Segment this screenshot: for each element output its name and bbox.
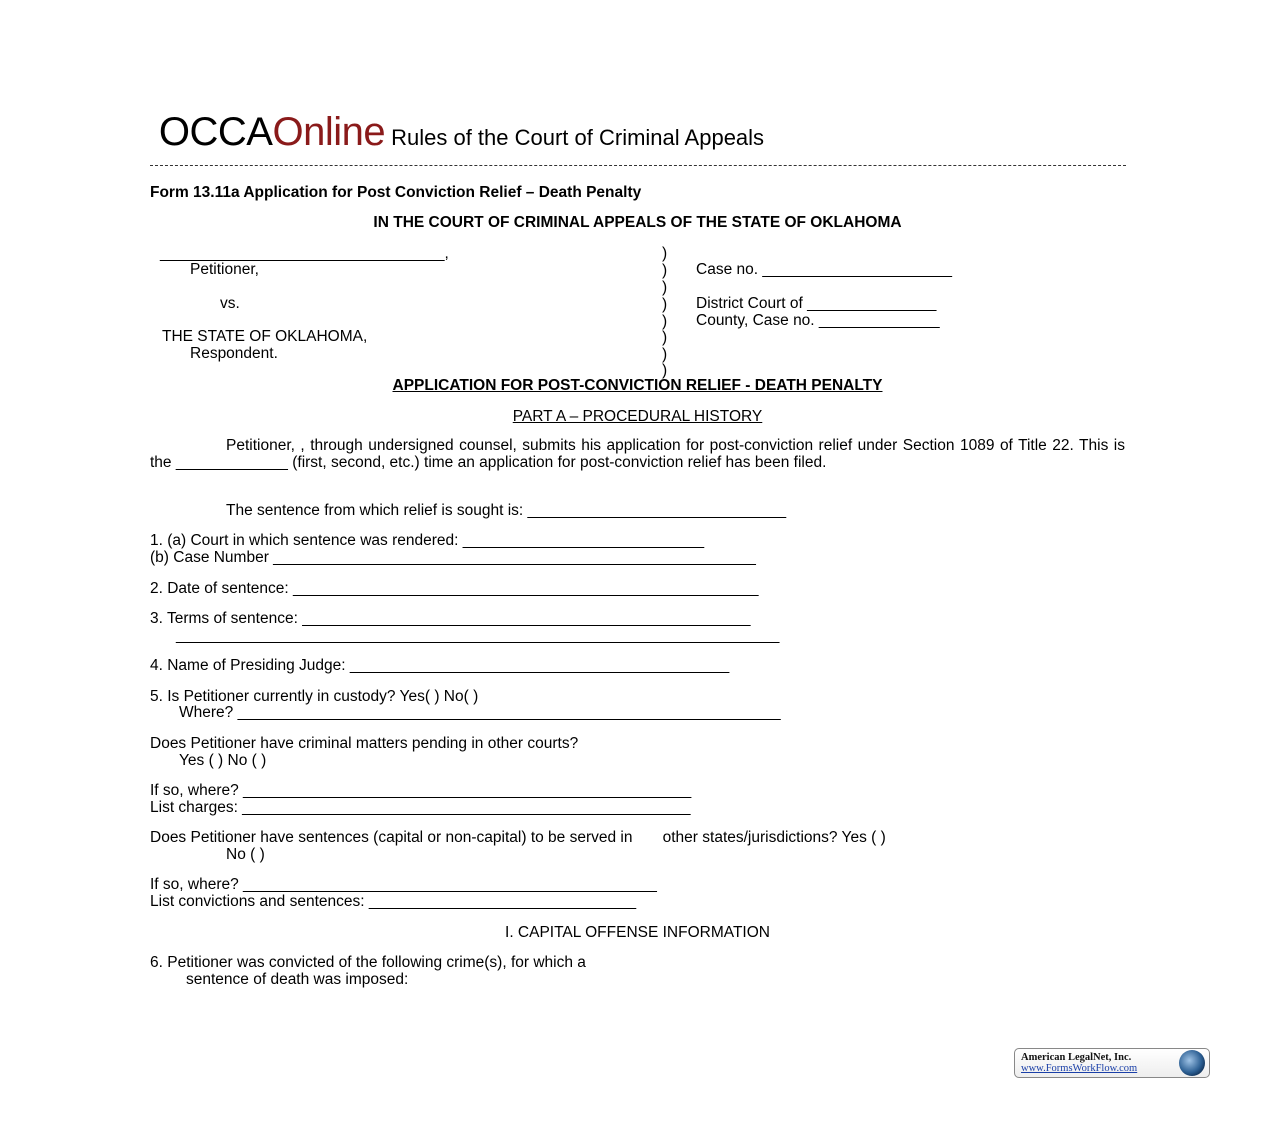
district-court-field[interactable]: District Court of _______________: [696, 295, 937, 312]
other-convictions[interactable]: List convictions and sentences: _______________________________: [150, 893, 637, 910]
question-6-line2: sentence of death was imposed:: [186, 971, 409, 988]
caption-paren: ): [662, 279, 668, 296]
caption-paren: ): [662, 262, 668, 279]
question-1a[interactable]: 1. (a) Court in which sentence was rendered: ____________________________: [150, 532, 705, 549]
other-sentences-question[interactable]: Does Petitioner have sentences (capital or non-capital) to be served in other states/jurisdictions? Yes ( ): [150, 829, 886, 846]
question-3-continued[interactable]: ______________________________________________________________________: [176, 627, 780, 644]
caption-paren: ): [662, 362, 668, 379]
caption-paren: ): [662, 346, 668, 363]
pending-where[interactable]: If so, where? ____________________________________________________: [150, 782, 692, 799]
petitioner-name-blank[interactable]: _________________________________,: [160, 245, 449, 262]
intro-paragraph: Petitioner, , through undersigned counsel, submits his application for post-conviction relief under Section 1089 of Title 22. This is the _____________ (first, second, etc.) time an application for post-conviction relief has been filed.: [150, 437, 1125, 471]
question-5[interactable]: 5. Is Petitioner currently in custody? Yes( ) No( ): [150, 688, 479, 705]
question-3[interactable]: 3. Terms of sentence: ____________________________________________________: [150, 610, 751, 627]
pending-yes-no[interactable]: Yes ( ) No ( ): [179, 752, 267, 769]
county-case-field[interactable]: County, Case no. ______________: [696, 312, 940, 329]
question-2[interactable]: 2. Date of sentence: ______________________________________________________: [150, 580, 759, 597]
respondent-name: THE STATE OF OKLAHOMA,: [162, 328, 368, 345]
question-4[interactable]: 4. Name of Presiding Judge: ____________________________________________: [150, 657, 730, 674]
question-1b[interactable]: (b) Case Number ________________________________________________________: [150, 549, 756, 566]
badge-company: American LegalNet, Inc.: [1021, 1052, 1132, 1063]
badge-url-link[interactable]: www.FormsWorkFlow.com: [1021, 1063, 1138, 1074]
part-a-title: PART A – PROCEDURAL HISTORY: [512, 408, 763, 425]
question-5-where[interactable]: Where? _______________________________________________________________: [179, 704, 781, 721]
dashed-divider: [150, 165, 1126, 166]
petitioner-label: Petitioner,: [190, 261, 259, 278]
logo-online: Online: [272, 110, 386, 154]
section-i-title: I. CAPITAL OFFENSE INFORMATION: [505, 924, 770, 941]
caption-paren: ): [662, 313, 668, 330]
pending-question: Does Petitioner have criminal matters pending in other courts?: [150, 735, 579, 752]
sentence-line[interactable]: The sentence from which relief is sought is: ______________________________: [226, 502, 787, 519]
caption-paren: ): [662, 296, 668, 313]
american-legalnet-badge[interactable]: [1014, 1048, 1210, 1078]
site-header: [150, 92, 764, 155]
vs-label: vs.: [220, 295, 240, 312]
caption-paren: ): [662, 245, 668, 262]
respondent-label: Respondent.: [190, 345, 278, 362]
logo-occa: OCCA: [158, 110, 273, 154]
main-title: APPLICATION FOR POST-CONVICTION RELIEF - DEATH PENALTY: [392, 377, 883, 394]
other-where[interactable]: If so, where? ________________________________________________: [150, 876, 657, 893]
globe-icon: [1179, 1050, 1205, 1076]
case-number-field[interactable]: Case no. ______________________: [696, 261, 952, 278]
caption-paren: ): [662, 329, 668, 346]
header-subtitle: Rules of the Court of Criminal Appeals: [391, 125, 765, 150]
other-sentences-no[interactable]: No ( ): [226, 846, 265, 863]
pending-charges[interactable]: List charges: ____________________________________________________: [150, 799, 691, 816]
court-title: IN THE COURT OF CRIMINAL APPEALS OF THE STATE OF OKLAHOMA: [373, 214, 902, 231]
form-title: Form 13.11a Application for Post Conviction Relief – Death Penalty: [150, 184, 642, 201]
question-6-line1: 6. Petitioner was convicted of the following crime(s), for which a: [150, 954, 586, 971]
